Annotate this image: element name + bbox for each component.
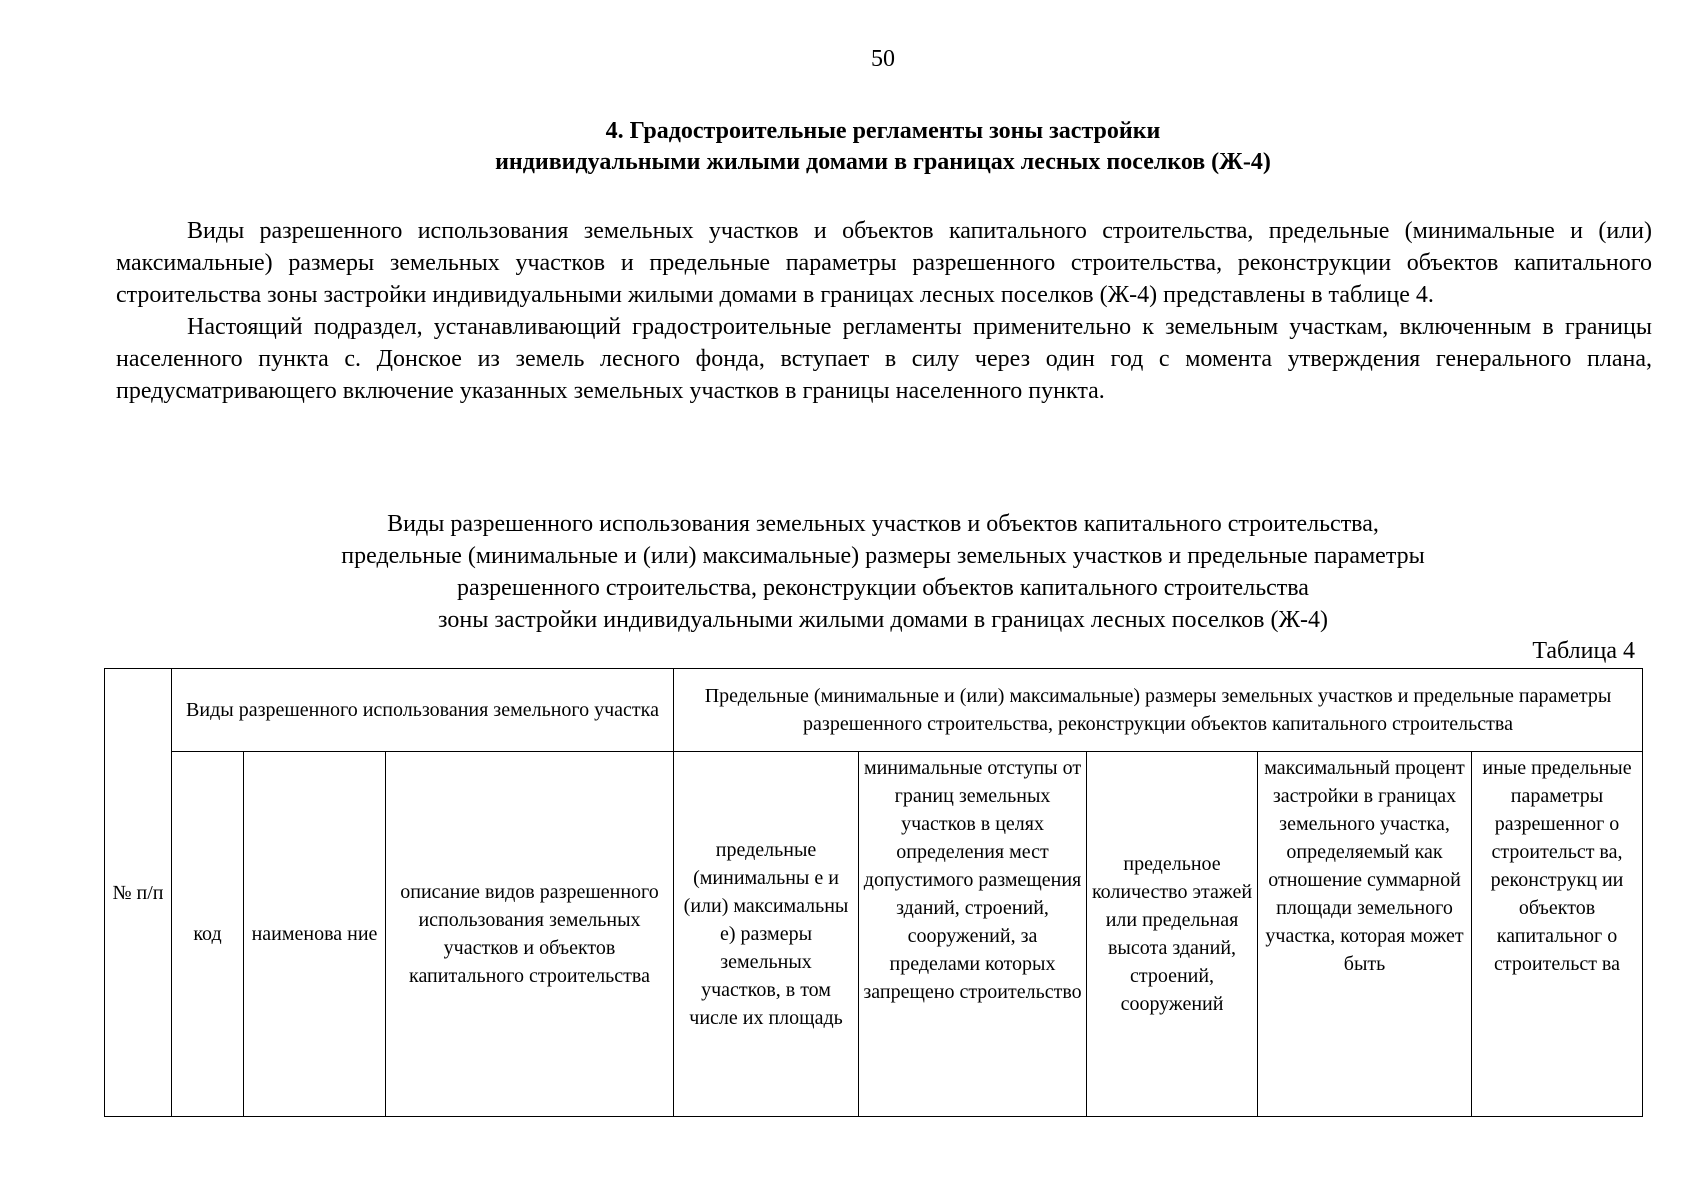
page-number: 50: [871, 46, 895, 72]
section-heading-line-1: 4. Градостроительные регламенты зоны застройки: [605, 118, 1161, 144]
paragraph: Виды разрешенного использования земельных участков и объектов капитального строительства, предельные (минимальные и (или) максимальные) размеры земельных участков и предельные параметры разрешенного строительства, реконструкции объектов капитального строительства зоны застройки индивидуальными жилыми домами в границах лесных поселков (Ж-4) представлены в таблице 4.: [116, 218, 1652, 308]
header-other: иные предельные параметры разрешенног о строительст ва, реконструкц ии объектов капитальног о строительст ва: [1472, 752, 1643, 1117]
header-coverage: максимальный процент застройки в границах земельного участка, определяемый как отношение суммарной площади земельного участка, которая может быть: [1258, 752, 1472, 1117]
header-group-limits: Предельные (минимальные и (или) максимальные) размеры земельных участков и предельные параметры разрешенного строительства, реконструкции объектов капитального строительства: [674, 669, 1643, 752]
header-name: наименова ние: [244, 752, 386, 1117]
table-header-row: [105, 752, 1643, 1117]
header-setback: минимальные отступы от границ земельных участков в целях определения мест допустимого размещения зданий, строений, сооружений, за пределами которых запрещено строительство: [859, 752, 1087, 1117]
header-description: описание видов разрешенного использования земельных участков и объектов капитального строительства: [386, 752, 674, 1117]
table-caption-line: зоны застройки индивидуальными жилыми домами в границах лесных поселков (Ж-4): [438, 607, 1328, 633]
table-caption-line: предельные (минимальные и (или) максимальные) размеры земельных участков и предельные параметры: [341, 543, 1425, 569]
table-caption: [0, 508, 1697, 636]
header-group-use: Виды разрешенного использования земельного участка: [172, 669, 674, 752]
body-text: [116, 215, 1652, 407]
header-number: № п/п: [105, 669, 172, 1117]
section-heading: [0, 116, 1697, 178]
table-label: Таблица 4: [1532, 638, 1635, 664]
paragraph: Настоящий подраздел, устанавливающий градостроительные регламенты применительно к земельным участкам, включенным в границы населенного пункта с. Донское из земель лесного фонда, вступает в силу через один год с момента утверждения генерального плана, предусматривающего включение указанных земельных участков в границы населенного пункта.: [116, 314, 1652, 404]
header-floors: предельное количество этажей или предельная высота зданий, строений, сооружений: [1087, 752, 1258, 1117]
header-code: код: [172, 752, 244, 1117]
header-size: предельные (минимальны е и (или) максимальны е) размеры земельных участков, в том числе их площадь: [674, 752, 859, 1117]
table-header-row: [105, 669, 1643, 752]
section-heading-line-2: индивидуальными жилыми домами в границах лесных поселков (Ж-4): [495, 149, 1271, 175]
regulations-table: [104, 668, 1643, 1117]
table-caption-line: разрешенного строительства, реконструкции объектов капитального строительства: [457, 575, 1309, 601]
table-caption-line: Виды разрешенного использования земельных участков и объектов капитального строительства,: [387, 511, 1379, 537]
